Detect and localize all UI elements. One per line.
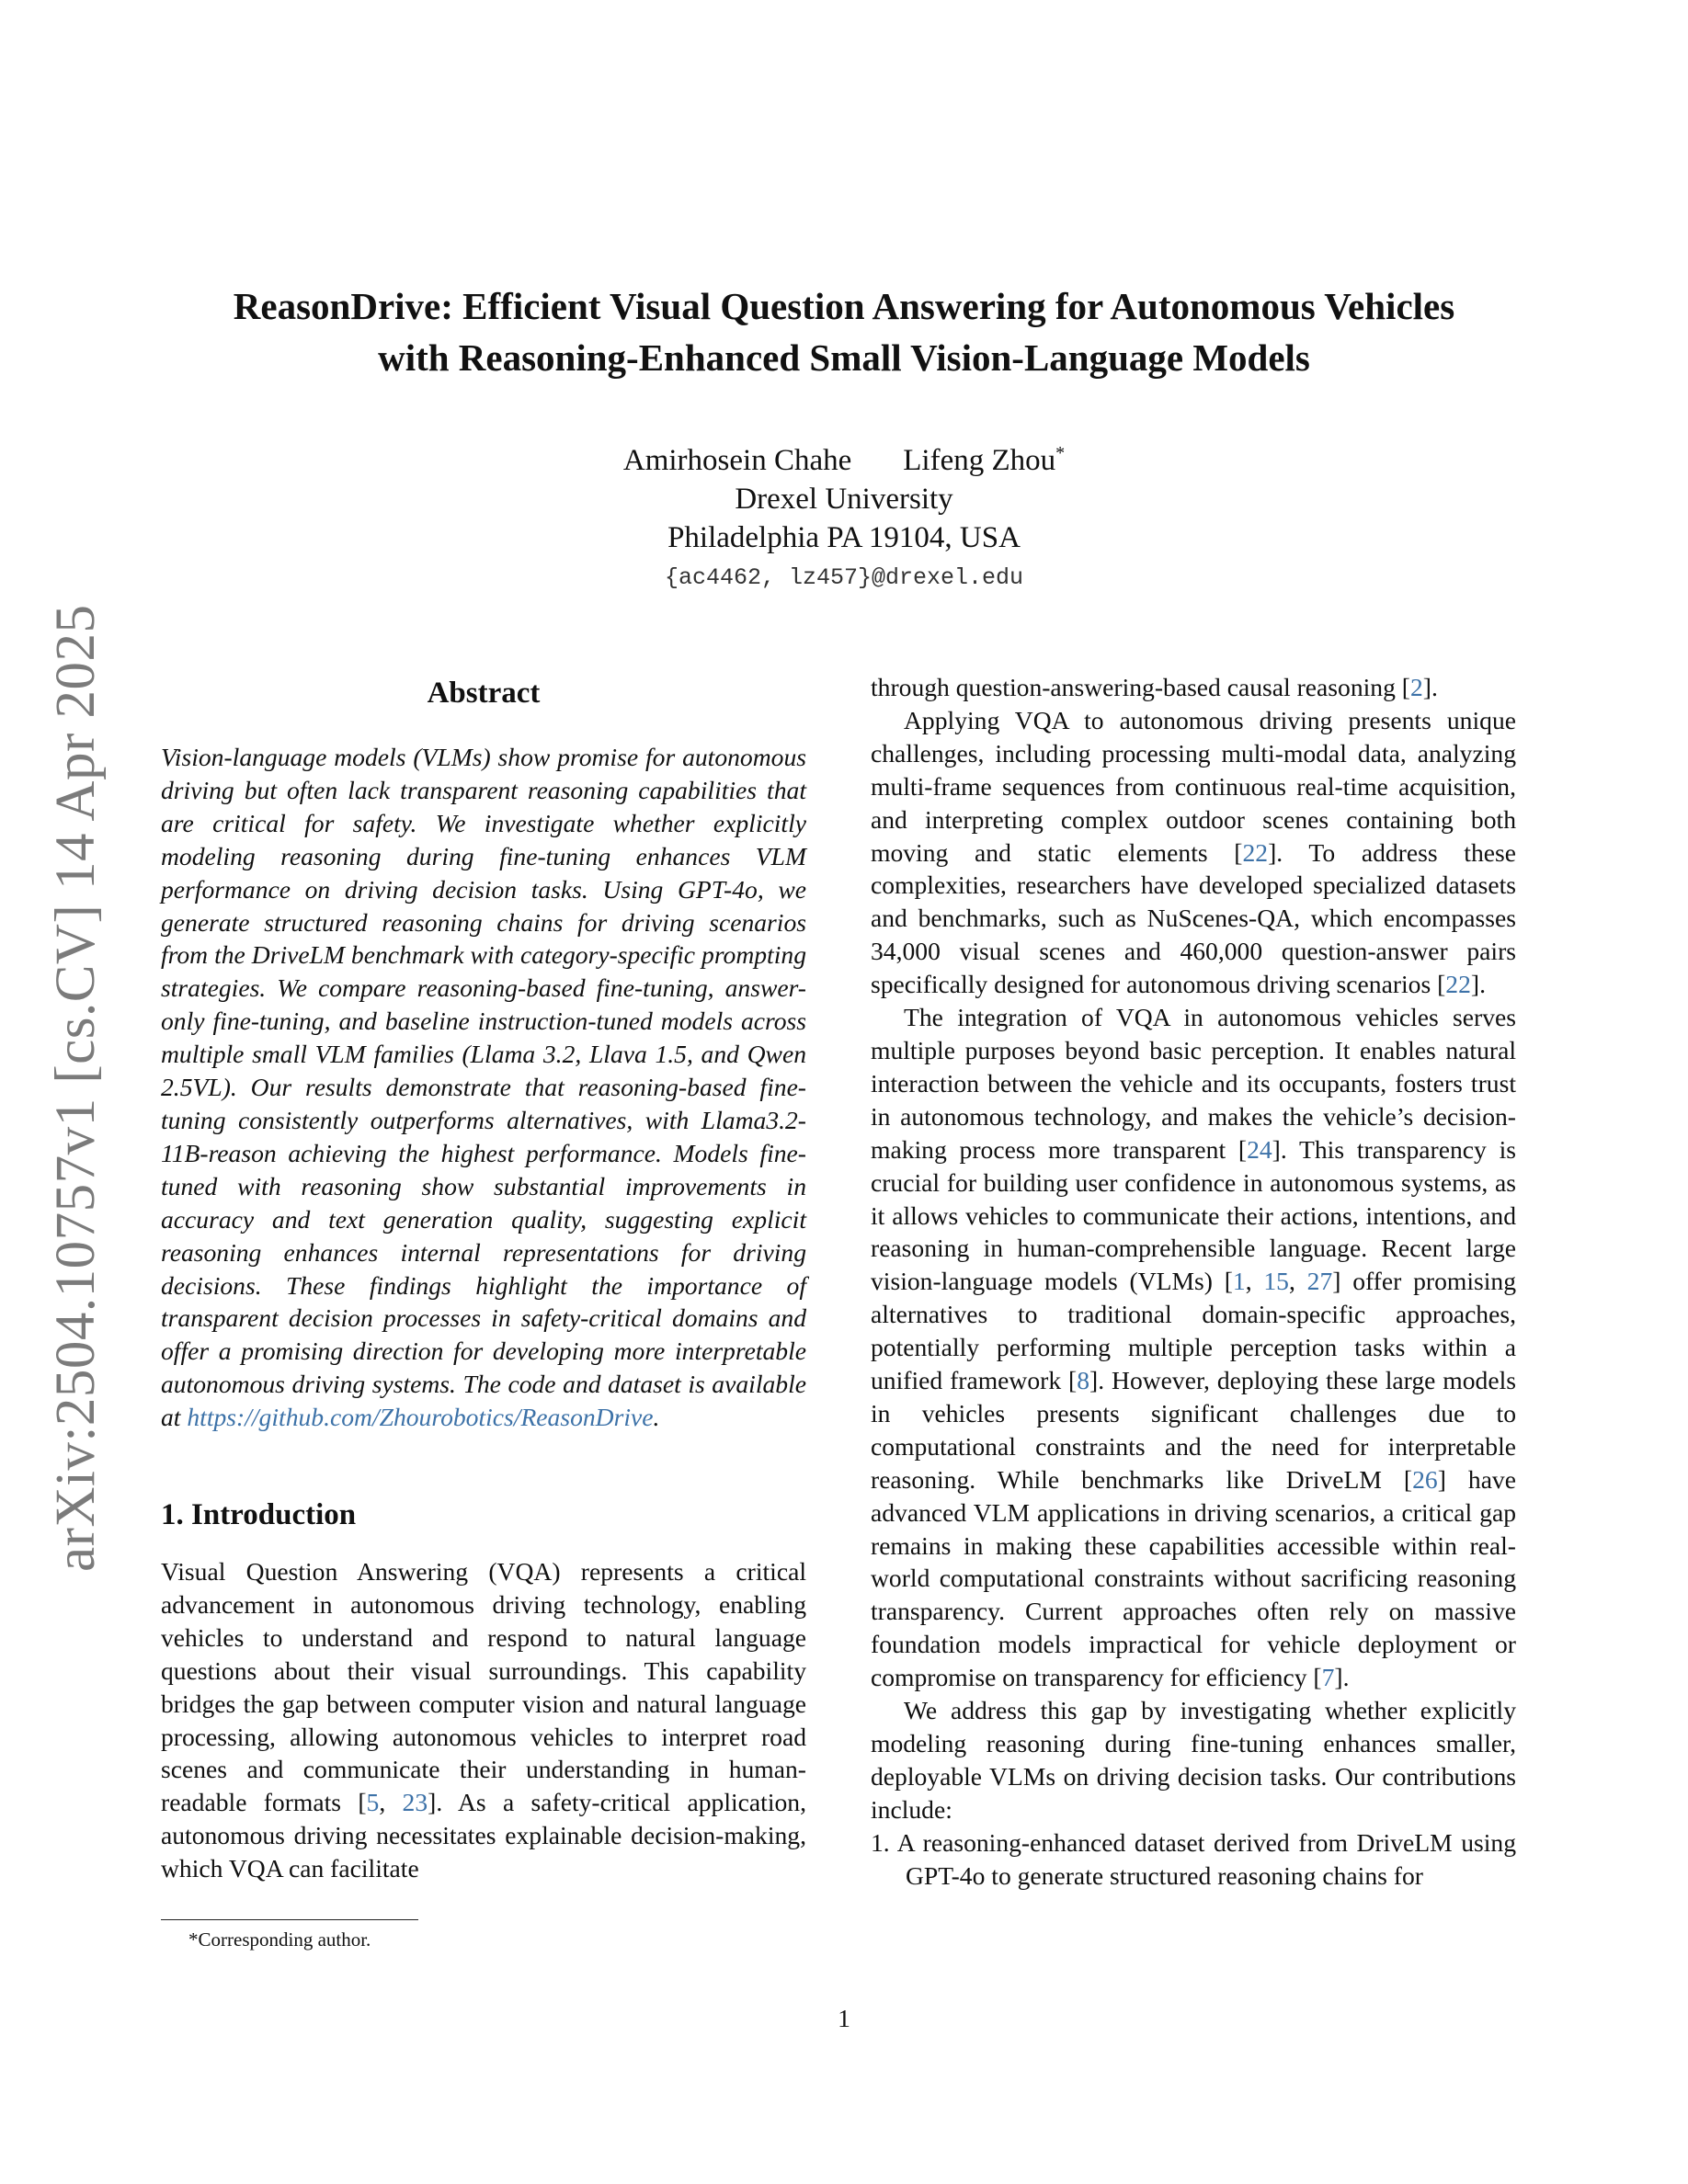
text-run: ,	[1245, 1267, 1264, 1296]
footnote-divider	[161, 1919, 418, 1920]
text-run: ,	[379, 1788, 403, 1817]
section-heading-introduction: 1. Introduction	[161, 1498, 357, 1532]
arxiv-stamp: arXiv:2504.10757v1 [cs.CV] 14 Apr 2025	[45, 604, 107, 1572]
text-run: ] offer promising alternatives to traditional domain-specific approaches, potentially performing multiple perception tasks within a unified framework [	[871, 1267, 1516, 1395]
intro-paragraph-3	[871, 1001, 1516, 1694]
title-line-1: ReasonDrive: Efficient Visual Question Answering for Autonomous Vehicles	[233, 285, 1455, 327]
text-run: ]. To address these complexities, researchers have developed specialized datasets and benchmarks, such as NuScenes-QA, which encompasses 34,000 visual scenes and 460,000 question-answer pairs specifically designed for autonomous driving scenarios [	[871, 837, 1516, 999]
address: Philadelphia PA 19104, USA	[667, 521, 1021, 554]
text-run: ].	[1470, 970, 1486, 999]
text-run: Applying VQA to autonomous driving presents unique challenges, including processing multi-modal data, analyzing multi-frame sequences from continuous real-time acquisition, and interpreting complex outdoor scenes containing both moving and static elements [	[871, 705, 1516, 867]
corresponding-mark: *	[1055, 443, 1066, 463]
author-2	[903, 444, 1065, 477]
text-run: Visual Question Answering (VQA) represents a critical advancement in autonomous driving technology, enabling vehicles to understand and respond to natural language questions about their visual surroundings. This capability bridges the gap between computer vision and natural language processing, allowing autonomous vehicles to interpret road scenes and communicate their understanding in human-readable formats [	[161, 1557, 806, 1817]
author-names	[0, 441, 1688, 480]
citation-link[interactable]: 8	[1077, 1366, 1090, 1395]
text-run: ]. As a safety-critical application, autonomous driving necessitates explainable decision-making, which VQA can facilitate	[161, 1788, 806, 1883]
citation-link[interactable]: 2	[1409, 673, 1423, 701]
citation-link[interactable]: 5	[366, 1788, 380, 1817]
citation-link[interactable]: 15	[1263, 1267, 1289, 1296]
citation-link[interactable]: 7	[1321, 1663, 1335, 1692]
text-run: ]. This transparency is crucial for building user confidence in autonomous systems, as it allows vehicles to communicate their actions, intentions, and reasoning in human-comprehensible language. Recent large vision-language models (VLMs) [	[871, 1134, 1516, 1296]
left-column	[161, 671, 806, 1885]
email: {ac4462, lz457}@drexel.edu	[664, 564, 1024, 591]
footnote: *Corresponding author.	[188, 1928, 371, 1951]
title-line-2: with Reasoning-Enhanced Small Vision-Language Models	[378, 336, 1310, 379]
intro-paragraph-1-continued	[871, 671, 1516, 704]
affiliation: Drexel University	[735, 483, 953, 516]
abstract-heading: Abstract	[427, 677, 541, 710]
intro-paragraph-1	[161, 1555, 806, 1885]
abstract-end: .	[653, 1403, 660, 1432]
intro-paragraph-2	[871, 704, 1516, 1001]
citation-link[interactable]: 1	[1232, 1267, 1246, 1296]
author-block	[0, 441, 1688, 597]
citation-link[interactable]: 22	[1242, 837, 1269, 867]
abstract-text: Vision-language models (VLMs) show promise for autonomous driving but often lack transparent reasoning capabilities that are critical for safety. We investigate whether explicitly modeling reasoning during fine-tuning enhances VLM performance on driving decision tasks. Using GPT-4o, we generate structured reasoning chains for driving scenarios from the DriveLM benchmark with category-specific prompting strategies. We compare reasoning-based fine-tuning, answer-only fine-tuning, and baseline instruction-tuned models across multiple small VLM families (Llama 3.2, Llava 1.5, and Qwen 2.5VL). Our results demonstrate that reasoning-based fine-tuning consistently outperforms alternatives, with Llama3.2-11B-reason achieving the highest performance. Models fine-tuned with reasoning show substantial improvements in accuracy and text generation quality, suggesting explicit reasoning enhances internal representations for driving decisions. These findings highlight the importance of transparent decision processes in safety-critical domains and offer a promising direction for developing more interpretable autonomous driving systems. The code and dataset is available at	[161, 743, 806, 1432]
citation-link[interactable]: 27	[1306, 1267, 1333, 1296]
abstract-body	[161, 741, 806, 1434]
citation-link[interactable]: 22	[1445, 970, 1471, 999]
author-1: Amirhosein Chahe	[622, 444, 852, 477]
citation-link[interactable]: 23	[402, 1788, 428, 1817]
page-number: 1	[838, 2004, 850, 2032]
text-run: ]. However, deploying these large models in vehicles presents significant challenges due to computational constraints and the need for interpretable reasoning. While benchmarks like DriveLM [	[871, 1366, 1516, 1494]
text-run: through question-answering-based causal reasoning [	[871, 673, 1410, 701]
paper-title	[0, 280, 1688, 383]
citation-link[interactable]: 26	[1412, 1464, 1438, 1494]
author-2-name: Lifeng Zhou	[903, 444, 1056, 477]
text-run: The integration of VQA in autonomous vehicles serves multiple purposes beyond basic perception. It enables natural interaction between the vehicle and its occupants, fosters trust in autonomous technology, and makes the vehicle’s decision-making process more transparent [	[871, 1003, 1516, 1164]
text-run: ].	[1422, 673, 1438, 701]
code-link[interactable]: https://github.com/Zhourobotics/ReasonDrive	[187, 1403, 654, 1432]
text-run: ] have advanced VLM applications in driving scenarios, a critical gap remains in making these capabilities accessible within real-world computational constraints without sacrificing reasoning transparency. Current approaches often rely on massive foundation models impractical for vehicle deployment or compromise on transparency for efficiency [	[871, 1464, 1516, 1692]
intro-paragraph-4: We address this gap by investigating whether explicitly modeling reasoning during fine-tuning enhances smaller, deployable VLMs on driving decision tasks. Our contributions include:	[871, 1696, 1516, 1824]
text-run: ].	[1334, 1663, 1350, 1692]
contribution-list-item-1: 1. A reasoning-enhanced dataset derived from DriveLM using GPT-4o to generate structured reasoning chains for	[871, 1827, 1516, 1890]
right-column	[871, 671, 1516, 1893]
citation-link[interactable]: 24	[1247, 1134, 1272, 1164]
text-run: ,	[1288, 1267, 1307, 1296]
